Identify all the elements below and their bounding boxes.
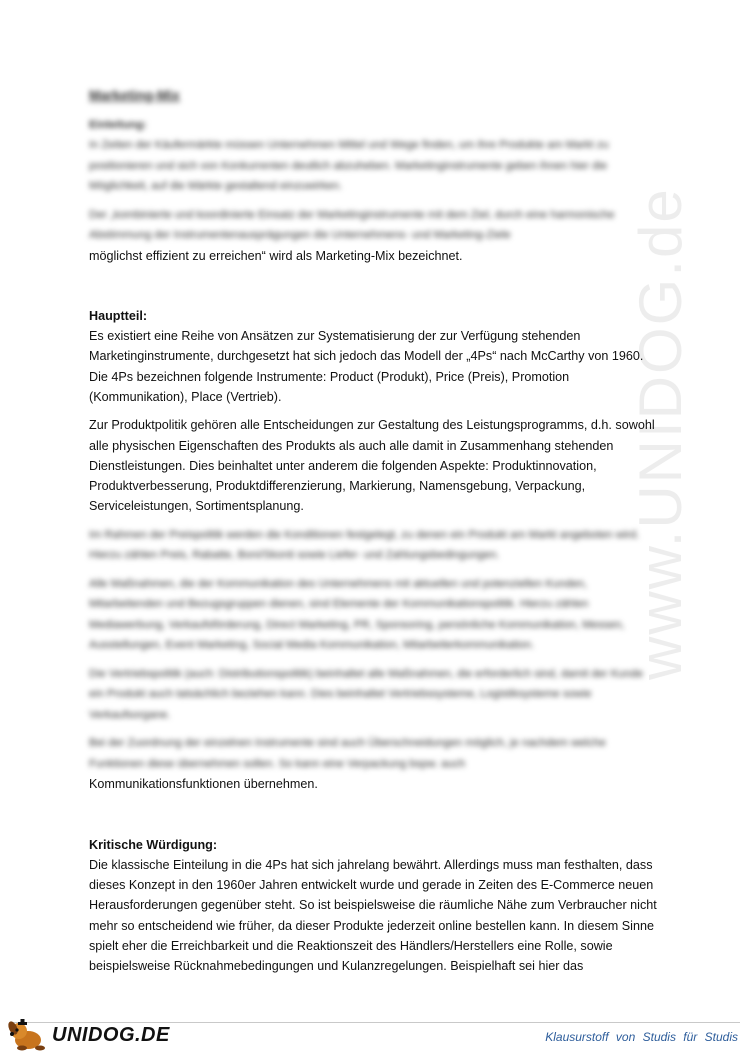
blurred-intro-block xyxy=(89,86,659,246)
critical-paragraph-1: Die klassische Einteilung in die 4Ps hat sich jahrelang bewährt. Allerdings muss man festhalten, dass dieses Konzept in den 1960er Jahren entwickelt wurde und gerade in Zeiten des E-Commerce neuen Herausforderungen gegenüber steht. So ist beispielsweise die räumliche Nähe zum Verbraucher nicht mehr so entscheidend wie früher, da dieser Produkte jederzeit online bestellen kann. In diesem Sinne spielt eher die Erreichbarkeit und die Reaktionszeit des Händlers/Herstellers eine Rolle, sowie beispielsweise Rücknahmebedingungen und Kulanzregelungen. Beispielhaft sei hier das xyxy=(89,857,657,974)
dog-mascot-icon xyxy=(4,1018,50,1052)
intro-paragraph-1: In Zeiten der Käufermärkte müssen Unternehmen Mittel und Wege finden, um ihre Produkte am Markt zu positionieren und sich von Konkurrenten deutlich abzuheben. Marketinginstrumente geben ihnen hier die Möglichkeit, auf die Märkte gestaltend einzuwirken. xyxy=(89,139,609,192)
main-paragraph-6-blurred: Bei der Zuordnung der einzelnen Instrumente sind auch Überschneidungen möglich, je nachdem welche Funktionen diese übernehmen sollen. So kann eine Verpackung bspw. auch xyxy=(89,737,606,770)
intro-paragraph-2-blurred: Der „kombinierte und koordinierte Einsatz der Marketinginstrumente mit dem Ziel, durch eine harmonische Abstimmung der Instrumentenausprägungen die Unternehmens- und Marketing-Ziele xyxy=(89,208,615,241)
main-paragraph-3-blurred: Im Rahmen der Preispolitik werden die Konditionen festgelegt, zu denen ein Produkt am Markt angeboten wird. Hierzu zählen Preis, Rabatte, Boni/Skonti sowie Liefer- und Zahlungsbedingungen. xyxy=(89,528,640,562)
footer-logo xyxy=(4,1018,170,1052)
footer-tagline: Klausurstoff von Studis für Studis xyxy=(545,1030,738,1044)
main-paragraph-2: Zur Produktpolitik gehören alle Entscheidungen zur Gestaltung des Leistungsprogramms, d.h. sowohl alle physischen Eigenschaften des Produkts als auch alle damit in Zusammenhang stehenden Dienstleistungen. Dies beinhaltet unter anderem die folgenden Aspekte: Produktinnovation, Produktverbesserung, Produktdifferenzierung, Markierung, Namensgebung, Verpackung, Serviceleistungen, Sortimentsplanung. xyxy=(89,418,655,514)
watermark-text: www.UNIDOG.de xyxy=(627,187,694,680)
main-heading: Hauptteil: xyxy=(89,308,148,323)
main-paragraph-5-blurred: Die Vertriebspolitik (auch: Distributionspolitik) beinhaltet alle Maßnahmen, die erforderlich sind, damit der Kunde ein Produkt auch tatsächlich beziehen kann. Dies beinhaltet Vertriebssysteme, Logistiksysteme sowie Verkaufsorgane. xyxy=(89,667,644,721)
document-body xyxy=(89,86,659,985)
main-paragraph-6-visible: Kommunikationsfunktionen übernehmen. xyxy=(89,777,318,792)
main-paragraph-4-blurred: Alle Maßnahmen, die der Kommunikation des Unternehmens mit aktuellen und potenziellen Kunden, Mitarbeitenden und Bezugsgruppen dienen, sind Elemente der Kommunikationspolitik. Hierzu zählen Mediawerbung, Verkaufsförderung, Direct Marketing, PR, Sponsoring, persönliche Kommunikation, Messen, Ausstellungen, Event Marketing, Social Media Kommunikation, Mitarbeiterkommunikation. xyxy=(89,577,625,652)
document-title: Marketing-Mix xyxy=(89,88,180,103)
intro-paragraph-2-visible: möglichst effizient zu erreichen“ wird als Marketing-Mix bezeichnet. xyxy=(89,248,463,263)
logo-text: UNIDOG.DE xyxy=(52,1023,170,1046)
blurred-main-block xyxy=(89,525,659,775)
critical-heading: Kritische Würdigung: xyxy=(89,837,218,852)
main-paragraph-1: Es existiert eine Reihe von Ansätzen zur Systematisierung der zur Verfügung stehenden Marketinginstrumente, durchgesetzt hat sich jedoch das Modell der „4Ps“ nach McCarthy von 1960. Die 4Ps bezeichnen folgende Instrumente: Product (Produkt), Price (Preis), Promotion (Kommunikation), Place (Vertrieb). xyxy=(89,329,644,404)
intro-heading: Einleitung: xyxy=(89,118,147,131)
